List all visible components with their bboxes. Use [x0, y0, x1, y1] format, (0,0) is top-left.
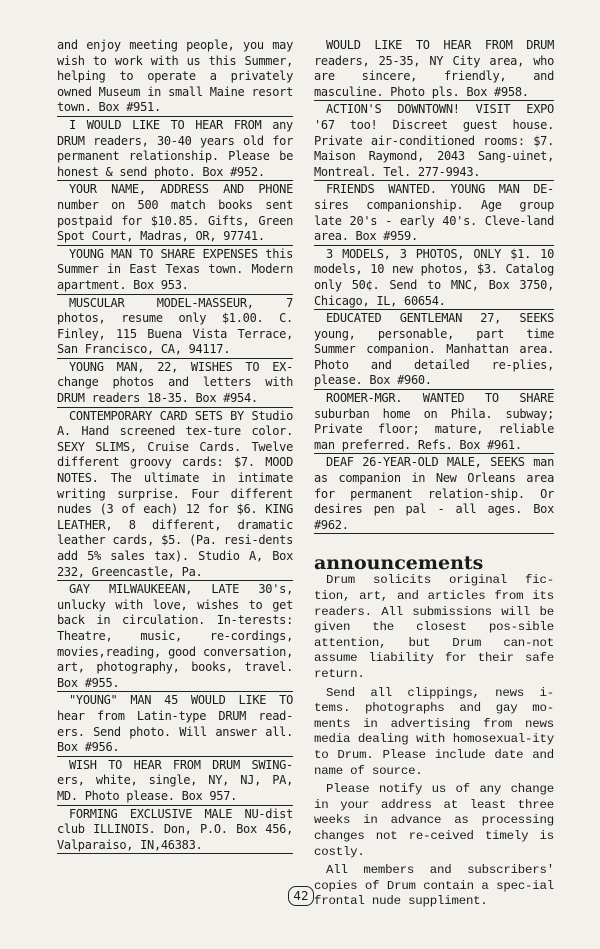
classified-ad: DEAF 26-YEAR-OLD MALE, SEEKS man as companion in New Orleans area for permanent relation-ship. Or desires pen pal - all ages. Box #962.: [314, 455, 554, 534]
classified-ad: and enjoy meeting people, you may wish to work with us this Summer, helping to operate a privately owned Museum in small Maine resort town. Box #951.: [57, 38, 293, 117]
announcement-paragraph: Send all clippings, news i-tems. photographs and gay mo-ments in advertising from news media dealing with homosexual-ity to Drum. Please include date and name of source.: [314, 685, 554, 778]
announcement-paragraph: Please notify us of any change in your address at least three weeks in advance as processing changes not re-ceived timely is costly.: [314, 782, 554, 859]
announcements-body: [314, 573, 554, 909]
classified-ad: YOUNG MAN, 22, WISHES TO EX-change photos and letters with DRUM readers 18-35. Box #954.: [57, 360, 293, 408]
classified-ad: EDUCATED GENTLEMAN 27, SEEKS young, personable, part time Summer companion. Manhattan area. Photo and detailed re-plies, please. Box #960.: [314, 311, 554, 390]
left-column: [57, 38, 293, 855]
classified-ad: WISH TO HEAR FROM DRUM SWING-ers, white, single, NY, NJ, PA, MD. Photo please. Box 957.: [57, 758, 293, 806]
classified-ad: GAY MILWAUKEEAN, LATE 30's, unlucky with love, wishes to get back in circulation. In-terests: Theatre, music, re-cordings, movies,reading, good conversation, art, photography, books, travel. Box #955.: [57, 582, 293, 692]
classified-ad: FORMING EXCLUSIVE MALE NU-dist club ILLINOIS. Don, P.O. Box 456, Valparaiso, IN,46383.: [57, 807, 293, 855]
classified-ad: ACTION'S DOWNTOWN! VISIT EXPO '67 too! Discreet guest house. Private air-conditioned rooms: $7. Maison Raymond, 2043 Sang-uinet, Montreal. Tel. 277-9943.: [314, 102, 554, 181]
classified-ad: 3 MODELS, 3 PHOTOS, ONLY $1. 10 models, 10 new photos, $3. Catalog only 50¢. Send to MNC, Box 3750, Chicago, IL, 60654.: [314, 247, 554, 310]
classified-ad: ROOMER-MGR. WANTED TO SHARE suburban home on Phila. subway; Private floor; mature, reliable man preferred. Refs. Box #961.: [314, 391, 554, 454]
right-column: [314, 38, 554, 910]
classified-ad: MUSCULAR MODEL-MASSEUR, 7 photos, resume only $1.00. C. Finley, 115 Buena Vista Terrace, San Francisco, CA, 94117.: [57, 296, 293, 359]
classified-ad: "YOUNG" MAN 45 WOULD LIKE TO hear from Latin-type DRUM read-ers. Send photo. Will answer all. Box #956.: [57, 693, 293, 756]
classified-ad: FRIENDS WANTED. YOUNG MAN DE-sires companionship. Age group late 20's - early 40's. Cleve-land area. Box #959.: [314, 182, 554, 245]
classified-ad: I WOULD LIKE TO HEAR FROM any DRUM readers, 30-40 years old for permanent relationship. Please be honest & send photo. Box #952.: [57, 118, 293, 181]
page-number: 42: [288, 886, 314, 906]
announcement-paragraph: Drum solicits original fic-tion, art, and articles from its readers. All submissions will be given the closest pos-sible attention, but Drum can-not assume liability for their safe return.: [314, 573, 554, 681]
announcement-paragraph: All members and subscribers' copies of Drum contain a spec-ial frontal nude suppliment.: [314, 863, 554, 909]
classified-ad: WOULD LIKE TO HEAR FROM DRUM readers, 25-35, NY City area, who are sincere, friendly, and masculine. Photo pls. Box #958.: [314, 38, 554, 101]
classified-ad: YOUNG MAN TO SHARE EXPENSES this Summer in East Texas town. Modern apartment. Box 953.: [57, 247, 293, 295]
classified-ad: CONTEMPORARY CARD SETS BY Studio A. Hand screened tex-ture color. SEXY SLIMS, Cruise Cards. Twelve different groovy cards: $7. MOOD NOTES. The ultimate in intimate writing surprise. Four different nudes (3 of each) 12 for $6. KING LEATHER, 8 different, dramatic leather cards, $5. (Pa. resi-dents add 5% sales tax). Studio A, Box 232, Greencastle, Pa.: [57, 409, 293, 582]
classified-ad: YOUR NAME, ADDRESS AND PHONE number on 500 match books sent postpaid for $10.85. Gifts, Green Spot Court, Madras, OR, 97741.: [57, 182, 293, 245]
announcements-heading: announcements: [314, 552, 484, 575]
